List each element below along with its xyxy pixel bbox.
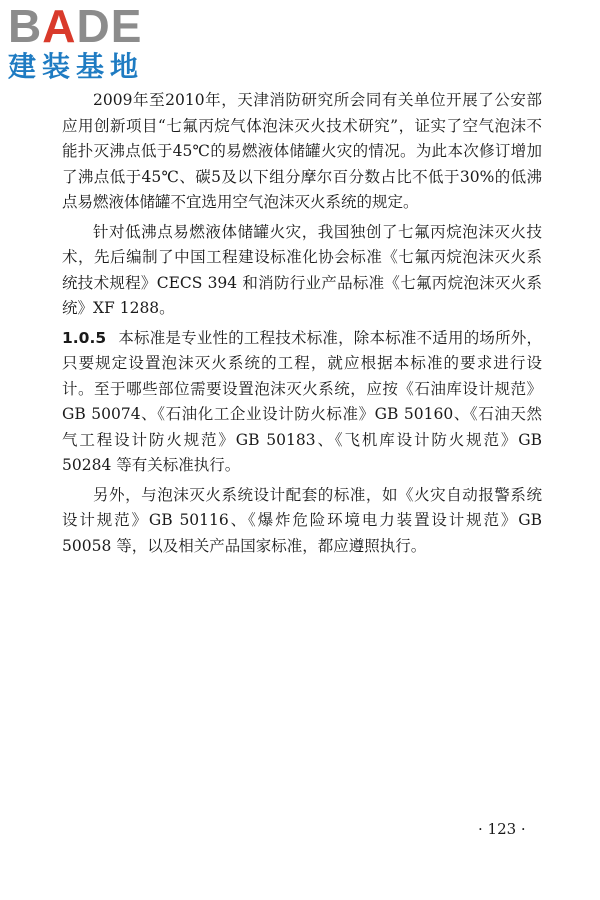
- document-body: [62, 88, 542, 563]
- clause-number: 1.0.5: [62, 328, 107, 347]
- paragraph-research: 2009年至2010年，天津消防研究所会同有关单位开展了公安部应用创新项目“七氟丙烷气体泡沫灭火技术研究”，证实了空气泡沫不能扑灭沸点低于45℃的易燃液体储罐火灾的情况。为此本次修订增加了沸点低于45℃、碳5及以下组分摩尔百分数占比不低于30%的低沸点易燃液体储罐不宜选用空气泡沫灭火系统的规定。: [62, 91, 542, 211]
- logo-letter-b: B: [8, 0, 43, 52]
- logo-letter-a: A: [42, 0, 77, 52]
- logo-wordmark: [8, 2, 142, 50]
- logo-subtitle: 建装基地: [8, 50, 145, 83]
- clause-1-0-5: [62, 326, 542, 479]
- logo-letters-de: DE: [76, 0, 143, 52]
- page-number: · 123 ·: [478, 820, 526, 838]
- paragraph-heptafluoropropane: 针对低沸点易燃液体储罐火灾，我国独创了七氟丙烷泡沫灭火技术，先后编制了中国工程建设标准化协会标准《七氟丙烷泡沫灭火系统技术规程》CECS 394 和消防行业产品标准《七氟丙烷泡沫灭火系统》XF 1288。: [62, 222, 542, 317]
- clause-text: 本标准是专业性的工程技术标准，除本标准不适用的场所外，只要规定设置泡沫灭火系统的工程，就应根据本标准的要求进行设计。至于哪些部位需要设置泡沫灭火系统，应按《石油库设计规范》GB 50074、《石油化工企业设计防火标准》GB 50160、《石油天然气工程设计防火规范》GB 50183、《飞机库设计防火规范》GB 50284 等有关标准执行。: [62, 328, 542, 474]
- brand-logo: [8, 2, 188, 86]
- paragraph-related-standards: 另外，与泡沫灭火系统设计配套的标准，如《火灾自动报警系统设计规范》GB 50116、《爆炸危险环境电力装置设计规范》GB 50058 等，以及相关产品国家标准，都应遵照执行。: [62, 485, 542, 555]
